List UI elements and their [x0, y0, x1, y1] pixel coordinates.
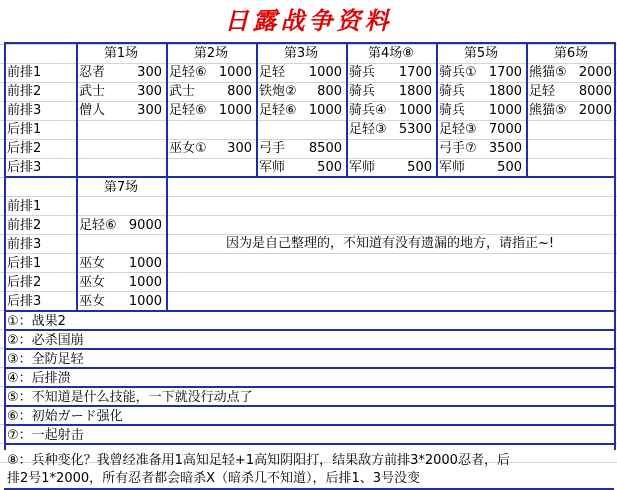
unit-name: 弓手⑦ — [439, 141, 477, 156]
unit-name: 骑兵 — [349, 65, 376, 80]
unit-count: 2000 — [578, 103, 612, 118]
unit-name: 军师 — [259, 160, 286, 175]
unit-count: 1700 — [488, 65, 522, 80]
unit-count: 800 — [317, 84, 342, 99]
footnote: ⑦：一起射击 — [7, 428, 84, 443]
unit-count: 1000 — [218, 65, 252, 80]
unit-count: 1000 — [218, 103, 252, 118]
unit-name: 军师 — [439, 160, 466, 175]
row-label: 后排1 — [7, 256, 42, 271]
footnote: ⑥：初始ガード强化 — [7, 409, 123, 424]
unit-name: 足轻③ — [439, 122, 477, 137]
unit-count: 3500 — [488, 141, 522, 156]
battle-header: 第1场 — [103, 46, 139, 61]
footnote-8: 排2号1*2000，所有忍者都会暗杀X（暗杀几不知道），后排1、3号没变 — [7, 471, 421, 486]
row-label: 前排2 — [7, 218, 42, 233]
unit-count: 300 — [137, 84, 162, 99]
unit-count: 8000 — [578, 84, 612, 99]
unit-count: 1000 — [128, 256, 162, 271]
unit-name: 忍者 — [79, 65, 106, 80]
unit-count: 8500 — [308, 141, 342, 156]
unit-name: 足轻 — [529, 84, 556, 99]
unit-name: 巫女 — [79, 275, 106, 290]
battle-header: 第2场 — [193, 46, 229, 61]
unit-count: 1000 — [398, 103, 432, 118]
unit-count: 1000 — [308, 65, 342, 80]
unit-name: 巫女① — [169, 141, 207, 156]
unit-count: 1000 — [308, 103, 342, 118]
unit-name: 骑兵 — [439, 103, 466, 118]
unit-name: 骑兵 — [439, 84, 466, 99]
unit-count: 300 — [227, 141, 252, 156]
unit-count: 500 — [497, 160, 522, 175]
row-label: 后排2 — [7, 141, 42, 156]
comment-text: 因为是自己整理的，不知道有没有遗漏的地方，请指正~! — [225, 236, 555, 251]
unit-count: 9000 — [128, 218, 162, 233]
unit-count: 1000 — [488, 103, 522, 118]
row-label: 后排1 — [7, 122, 42, 137]
row-label: 后排3 — [7, 294, 42, 309]
unit-count: 800 — [227, 84, 252, 99]
unit-count: 2000 — [578, 65, 612, 80]
unit-name: 熊猫⑤ — [529, 103, 567, 118]
unit-count: 1000 — [128, 275, 162, 290]
unit-name: 足轻⑥ — [259, 103, 297, 118]
unit-name: 足轻③ — [349, 122, 387, 137]
unit-name: 足轻 — [259, 65, 286, 80]
unit-count: 7000 — [488, 122, 522, 137]
footnote: ④：后排溃 — [7, 371, 71, 386]
footnote: ⑤：不知道是什么技能，一下就没行动点了 — [7, 390, 253, 405]
footnote-8: ⑧：兵种变化？我曾经准备用1高知足轻+1高知阴阳打，结果敌方前排3*2000忍者，后 — [7, 453, 510, 468]
battle-header: 第5场 — [463, 46, 499, 61]
battle-header: 第3场 — [283, 46, 319, 61]
battle-header: 第6场 — [553, 46, 589, 61]
border-vertical — [614, 42, 616, 450]
unit-name: 足轻⑥ — [79, 218, 117, 233]
row-label: 后排3 — [7, 160, 42, 175]
unit-count: 1700 — [398, 65, 432, 80]
unit-name: 铁炮② — [259, 84, 297, 99]
row-label: 前排1 — [7, 65, 42, 80]
battle-header: 第7场 — [103, 180, 139, 195]
unit-count: 500 — [317, 160, 342, 175]
unit-name: 武士 — [79, 84, 106, 99]
unit-name: 武士 — [169, 84, 196, 99]
row-label: 前排1 — [7, 199, 42, 214]
unit-name: 足轻⑥ — [169, 103, 207, 118]
unit-count: 300 — [137, 103, 162, 118]
unit-name: 骑兵 — [349, 84, 376, 99]
unit-name: 巫女 — [79, 294, 106, 309]
unit-count: 5300 — [398, 122, 432, 137]
unit-count: 500 — [407, 160, 432, 175]
unit-name: 僧人 — [79, 103, 106, 118]
unit-name: 骑兵④ — [349, 103, 387, 118]
unit-name: 巫女 — [79, 256, 106, 271]
unit-name: 弓手 — [259, 141, 286, 156]
footnote: ②：必杀国崩 — [7, 333, 84, 348]
battle-header: 第4场⑧ — [368, 46, 414, 61]
unit-count: 1800 — [488, 84, 522, 99]
sheet-title: 日露战争资料 — [224, 6, 393, 35]
unit-count: 1000 — [128, 294, 162, 309]
unit-name: 足轻⑥ — [169, 65, 207, 80]
unit-name: 军师 — [349, 160, 376, 175]
border-vertical — [4, 42, 6, 450]
unit-count: 300 — [137, 65, 162, 80]
footnote: ③：全防足轻 — [7, 352, 84, 367]
unit-name: 熊猫⑤ — [529, 65, 567, 80]
row-label: 前排3 — [7, 103, 42, 118]
row-label: 后排2 — [7, 275, 42, 290]
row-label: 前排3 — [7, 237, 42, 252]
row-label: 前排2 — [7, 84, 42, 99]
unit-name: 骑兵① — [439, 65, 477, 80]
unit-count: 1800 — [398, 84, 432, 99]
grid-line — [0, 120, 617, 121]
footnote: ①：战果2 — [7, 314, 66, 329]
